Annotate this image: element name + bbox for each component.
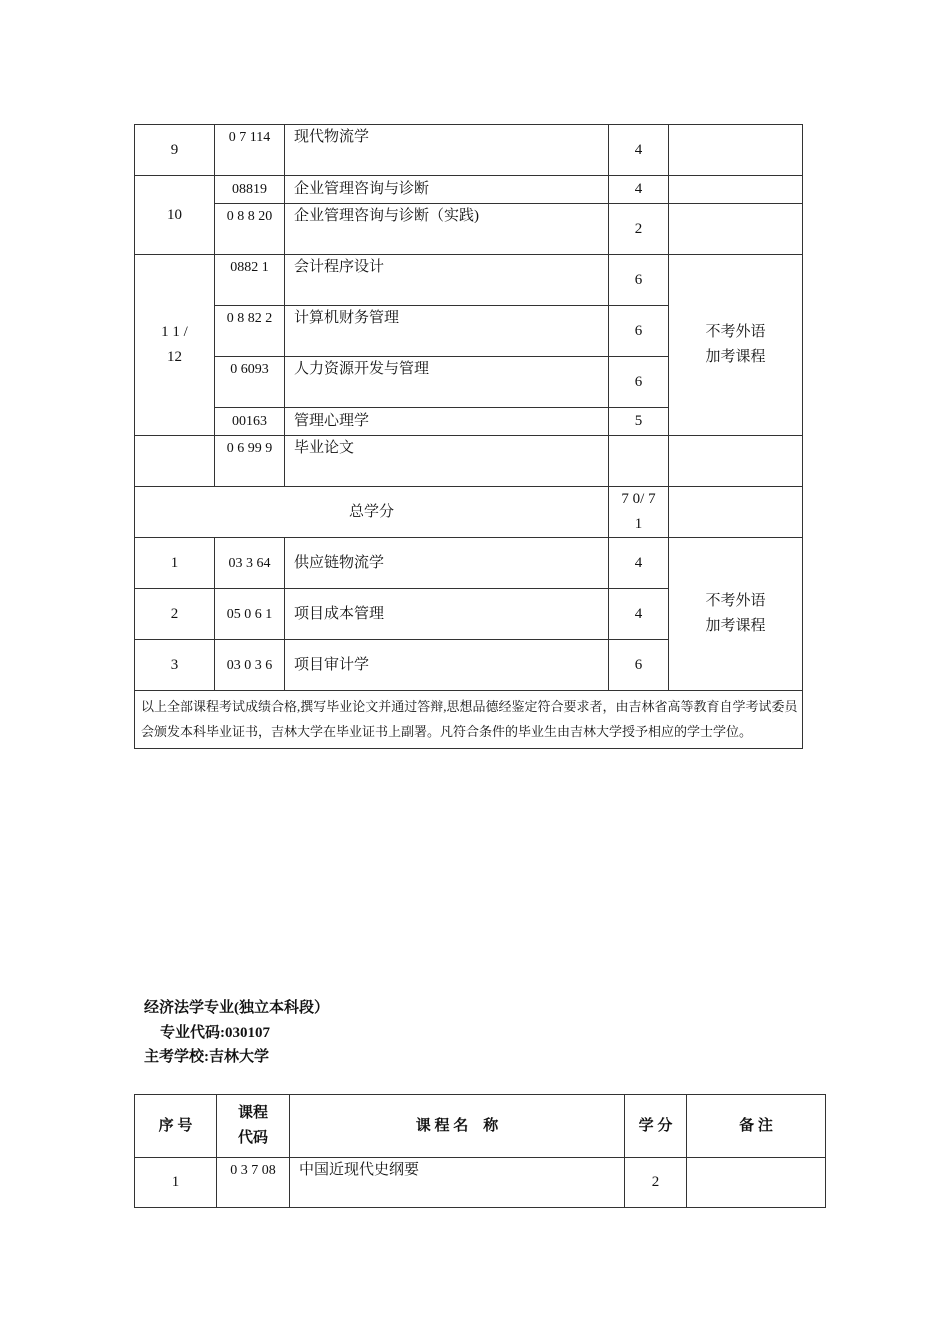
- course-code-cell: 0 8 82 2: [215, 306, 285, 357]
- seq-cell: 2: [135, 589, 215, 640]
- credit-cell: 6: [609, 357, 669, 408]
- seq-cell: 1 1 / 12: [135, 255, 215, 436]
- course-code-cell: 05 0 6 1: [215, 589, 285, 640]
- seq-cell: 10: [135, 176, 215, 255]
- course-name-cell: 供应链物流学: [285, 538, 609, 589]
- course-code-cell: 0 3 7 08: [217, 1158, 290, 1208]
- course-table-economic-law: [134, 1094, 826, 1208]
- credit-cell: 4: [609, 176, 669, 204]
- credit-cell: 2: [625, 1158, 687, 1208]
- course-name-cell: 计算机财务管理: [285, 306, 609, 357]
- credit-cell: 6: [609, 640, 669, 691]
- table-row: [135, 255, 803, 306]
- note-cell: [669, 204, 803, 255]
- course-code-cell: 03 0 3 6: [215, 640, 285, 691]
- course-code-cell: 0 6 99 9: [215, 436, 285, 487]
- seq-cell: 1: [135, 1158, 217, 1208]
- credit-cell: 4: [609, 538, 669, 589]
- credit-cell: 6: [609, 306, 669, 357]
- course-name-cell: 毕业论文: [285, 436, 609, 487]
- course-code-cell: 08819: [215, 176, 285, 204]
- total-label: 总学分: [135, 487, 609, 538]
- course-name-cell: 管理心理学: [285, 408, 609, 436]
- table-row: [135, 1158, 826, 1208]
- table-row: [135, 436, 803, 487]
- course-code-cell: 0 8 8 20: [215, 204, 285, 255]
- course-name-cell: 中国近现代史纲要: [290, 1158, 625, 1208]
- total-value: 7 0/ 7 1: [609, 487, 669, 538]
- seq-cell: 9: [135, 125, 215, 176]
- seq-cell: [135, 436, 215, 487]
- table-row: [135, 125, 803, 176]
- header-name: 课 程 名 称: [290, 1095, 625, 1158]
- credit-cell: 5: [609, 408, 669, 436]
- credit-cell: [609, 436, 669, 487]
- table-row: [135, 176, 803, 204]
- course-name-cell: 企业管理咨询与诊断（实践): [285, 204, 609, 255]
- seq-cell: 3: [135, 640, 215, 691]
- major-code: 专业代码:030107: [160, 1025, 270, 1041]
- course-code-cell: 0 7 114: [215, 125, 285, 176]
- note-cell: [669, 125, 803, 176]
- note-cell: 不考外语 加考课程: [669, 255, 803, 436]
- course-code-cell: 00163: [215, 408, 285, 436]
- header-code: 课程 代码: [217, 1095, 290, 1158]
- credit-cell: 4: [609, 589, 669, 640]
- footnote-row: [135, 691, 803, 749]
- course-code-cell: 0882 1: [215, 255, 285, 306]
- course-name-cell: 现代物流学: [285, 125, 609, 176]
- header-seq: 序 号: [135, 1095, 217, 1158]
- credit-cell: 4: [609, 125, 669, 176]
- note-cell: [669, 176, 803, 204]
- graduation-footnote: 以上全部课程考试成绩合格,撰写毕业论文并通过答辩,思想品德经鉴定符合要求者，由吉林省高等教育自学考试委员会颁发本科毕业证书，吉林大学在毕业证书上副署。凡符合条件的毕业生由吉林大学授予相应的学士学位。: [135, 691, 803, 749]
- seq-cell: 1: [135, 538, 215, 589]
- note-cell: 不考外语 加考课程: [669, 538, 803, 691]
- note-cell: [669, 436, 803, 487]
- table-header-row: [135, 1095, 826, 1158]
- course-name-cell: 人力资源开发与管理: [285, 357, 609, 408]
- course-name-cell: 项目成本管理: [285, 589, 609, 640]
- table-row: [135, 538, 803, 589]
- total-row: [135, 487, 803, 538]
- course-table-continued: [134, 124, 803, 749]
- exam-school: 主考学校:吉林大学: [144, 1049, 269, 1065]
- header-credit: 学 分: [625, 1095, 687, 1158]
- course-name-cell: 企业管理咨询与诊断: [285, 176, 609, 204]
- course-name-cell: 项目审计学: [285, 640, 609, 691]
- major-title: 经济法学专业(独立本科段）: [144, 1000, 329, 1016]
- credit-cell: 2: [609, 204, 669, 255]
- note-cell: [687, 1158, 826, 1208]
- credit-cell: 6: [609, 255, 669, 306]
- course-code-cell: 03 3 64: [215, 538, 285, 589]
- table-row: [135, 204, 803, 255]
- note-cell: [669, 487, 803, 538]
- header-note: 备 注: [687, 1095, 826, 1158]
- course-name-cell: 会计程序设计: [285, 255, 609, 306]
- course-code-cell: 0 6093: [215, 357, 285, 408]
